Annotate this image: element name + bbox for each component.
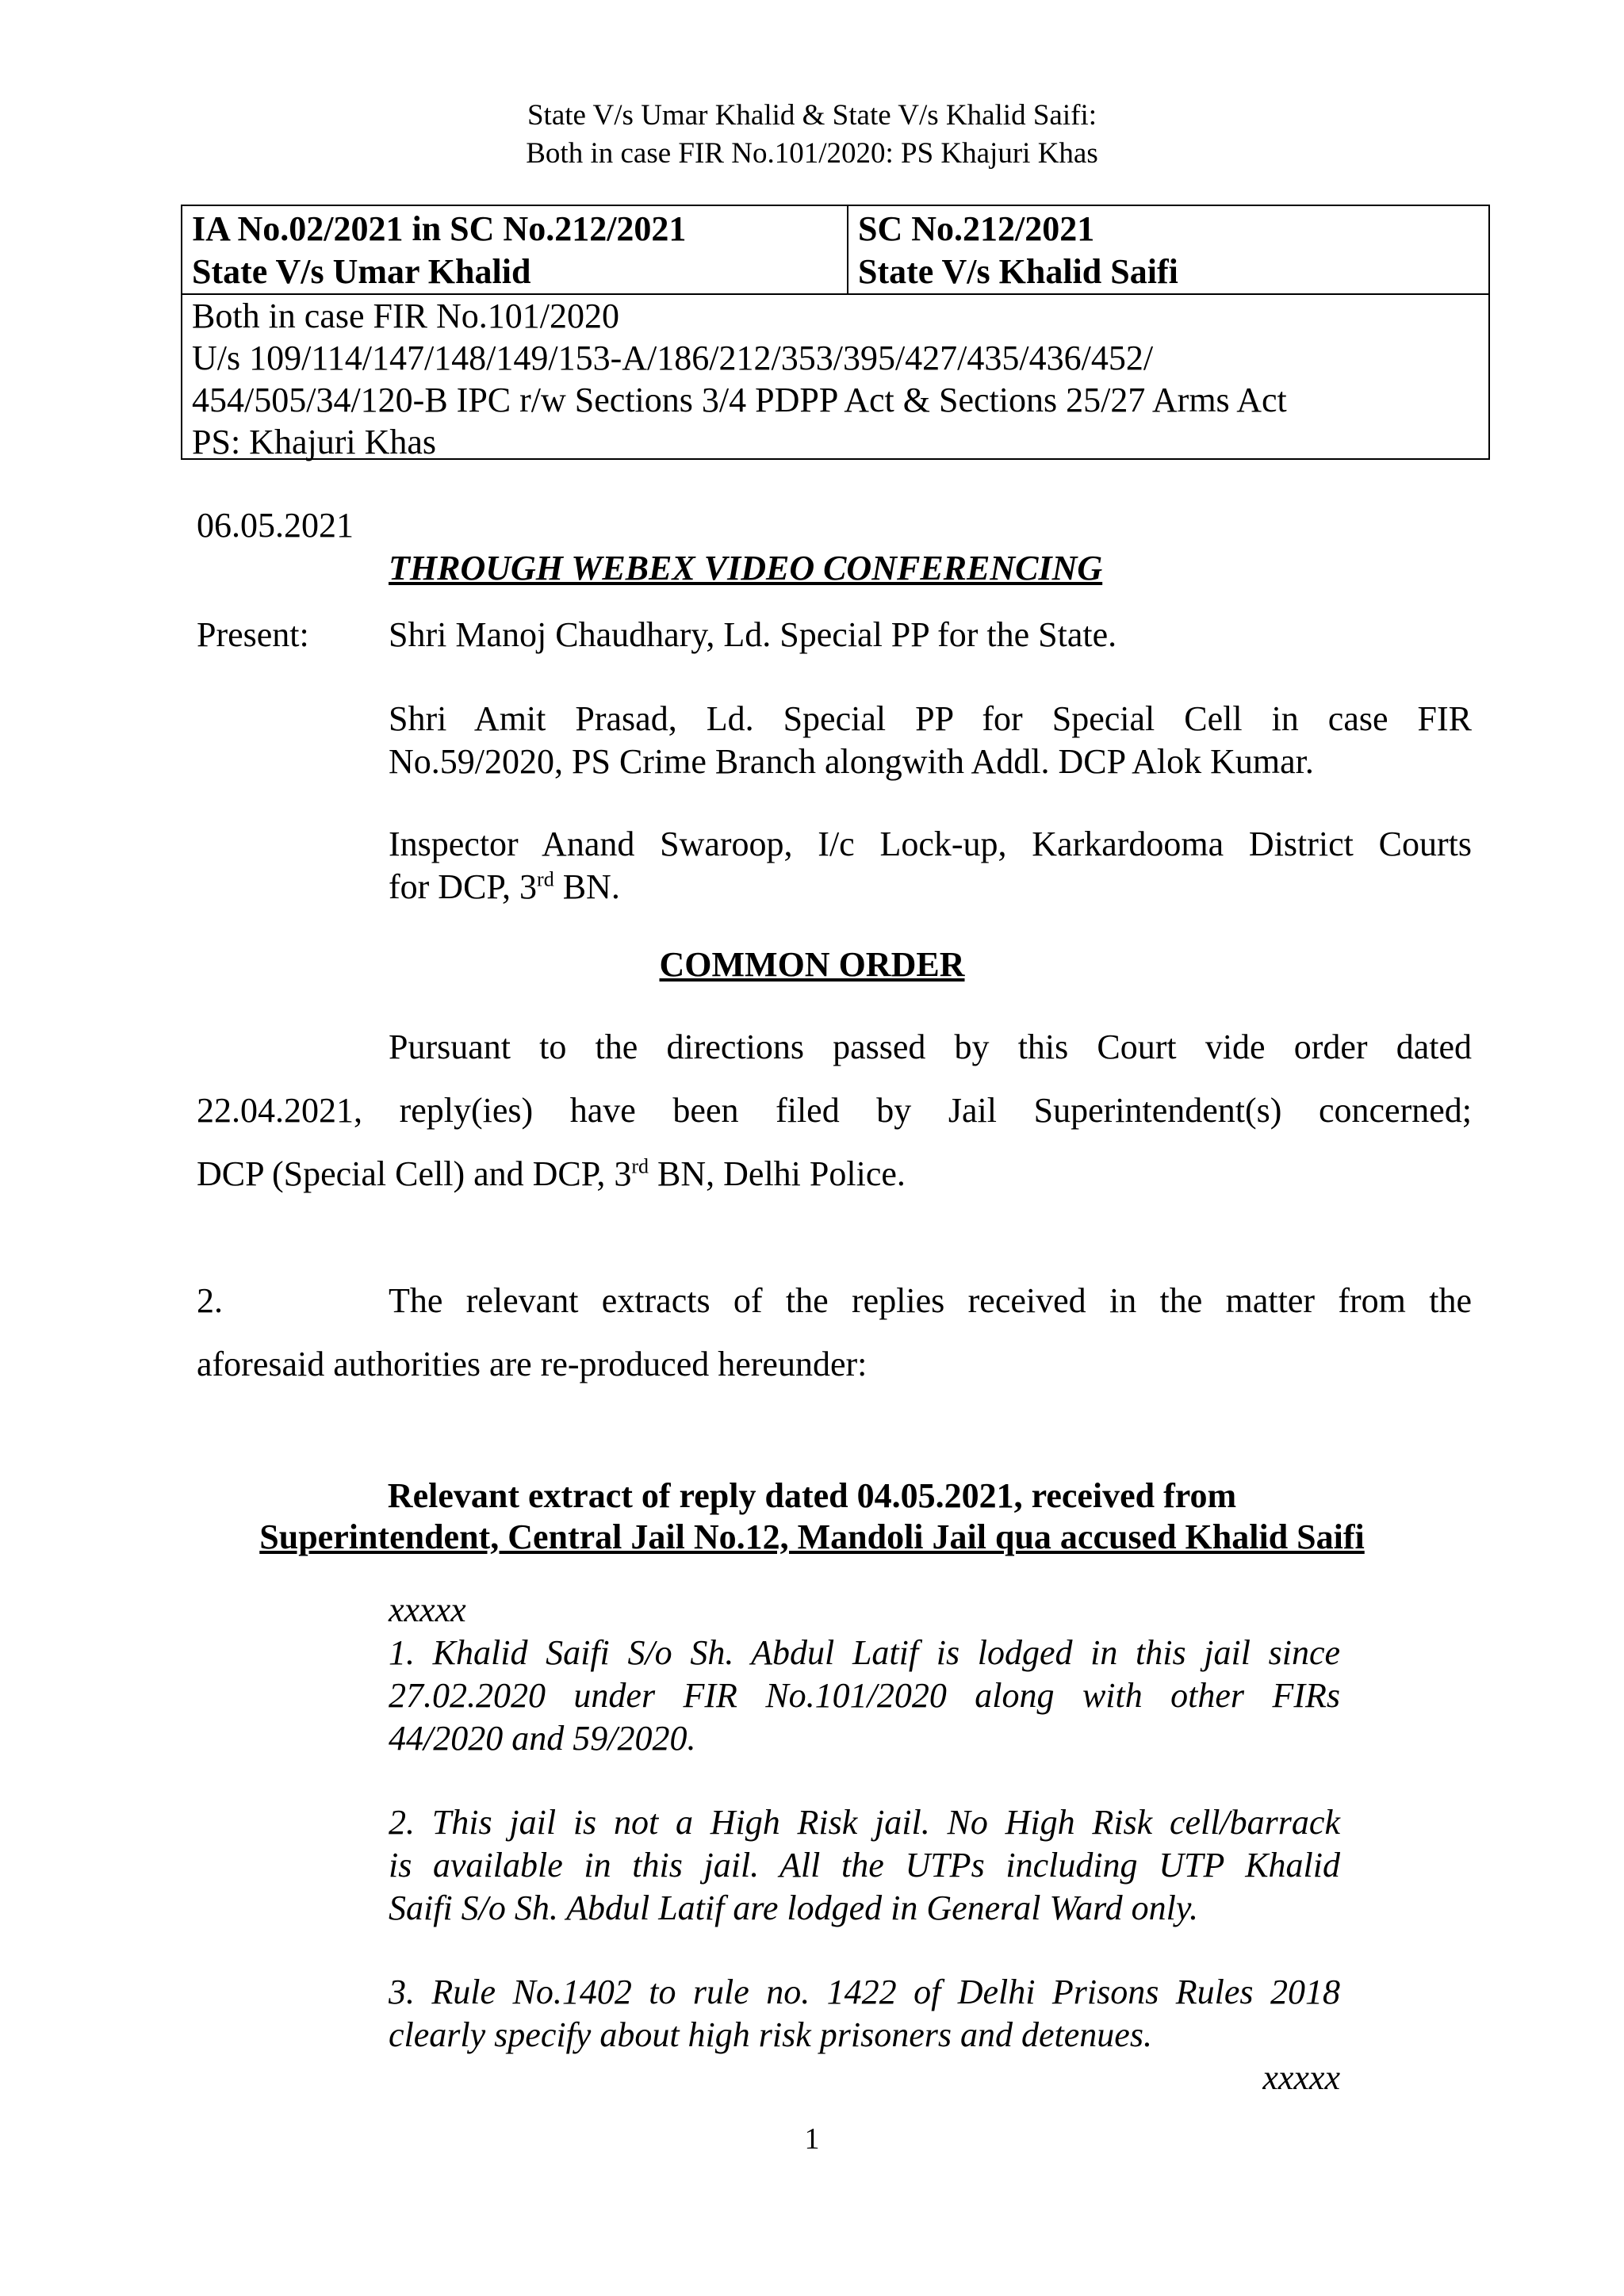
superscript: rd — [537, 867, 554, 891]
case-cell-right — [858, 208, 1178, 293]
extract-close-mark: xxxxx — [1262, 2058, 1340, 2097]
extract-item-2-line-3: Saifi S/o Sh. Abdul Latif are lodged in General Ward only. — [389, 1888, 1198, 1927]
case-bottom-line-4: PS: Khajuri Khas — [192, 423, 436, 461]
present-entry-3-text-end: BN. — [553, 867, 620, 906]
present-entry-3-line-1: Inspector Anand Swaroop, I/c Lock-up, Karkardooma District Courts — [389, 825, 1472, 863]
present-entry-2-line-1: Shri Amit Prasad, Ld. Special PP for Special Cell in case FIR — [389, 699, 1472, 738]
present-entry-2-line-2: No.59/2020, PS Crime Branch alongwith Addl. DCP Alok Kumar. — [389, 742, 1314, 781]
extract-open-mark: xxxxx — [389, 1590, 466, 1629]
table-divider-vertical — [847, 206, 848, 293]
case-bottom-line-2: U/s 109/114/147/148/149/153-A/186/212/353/395/427/435/436/452/ — [192, 339, 1154, 377]
extract-item-1-line-1: 1. Khalid Saifi S/o Sh. Abdul Latif is lodged in this jail since — [389, 1633, 1340, 1672]
para1-line-2: 22.04.2021, reply(ies) have been filed by Jail Superintendent(s) concerned; — [197, 1091, 1472, 1130]
mode-heading: THROUGH WEBEX VIDEO CONFERENCING — [389, 549, 1103, 587]
para2-line-1: The relevant extracts of the replies received in the matter from the — [389, 1281, 1472, 1320]
case-left-line-1: IA No.02/2021 in SC No.212/2021 — [192, 209, 687, 248]
present-label: Present: — [197, 615, 309, 654]
case-bottom-line-3: 454/505/34/120-B IPC r/w Sections 3/4 PDPP Act & Sections 25/27 Arms Act — [192, 381, 1287, 419]
order-date: 06.05.2021 — [197, 506, 354, 545]
case-cell-bottom — [192, 295, 1287, 463]
extract-item-3-line-1: 3. Rule No.1402 to rule no. 1422 of Delhi Prisons Rules 2018 — [389, 1973, 1340, 2011]
para1-line-3-text: DCP (Special Cell) and DCP, 3 — [197, 1154, 632, 1193]
running-header-line-1: State V/s Umar Khalid & State V/s Khalid Saifi: — [527, 99, 1097, 132]
para2-line-2: aforesaid authorities are re-produced hereunder: — [197, 1345, 868, 1383]
running-header-line-2: Both in case FIR No.101/2020: PS Khajuri Khas — [526, 137, 1098, 170]
order-title: COMMON ORDER — [659, 945, 965, 984]
para1-line-1: Pursuant to the directions passed by this Court vide order dated — [389, 1027, 1472, 1066]
present-entry-1: Shri Manoj Chaudhary, Ld. Special PP for the State. — [389, 615, 1117, 654]
present-entry-3-line-2 — [389, 866, 620, 909]
page-number: 1 — [804, 2122, 820, 2156]
extract-item-2-line-2: is available in this jail. All the UTPs including UTP Khalid — [389, 1846, 1340, 1885]
case-right-line-1: SC No.212/2021 — [858, 209, 1095, 248]
present-entry-3-text: for DCP, 3 — [389, 867, 538, 906]
case-left-line-2: State V/s Umar Khalid — [192, 252, 531, 291]
extract-item-1-line-2: 27.02.2020 under FIR No.101/2020 along with other FIRs — [389, 1676, 1340, 1715]
para1-line-3 — [197, 1153, 906, 1196]
extract-heading-line-1: Relevant extract of reply dated 04.05.2021, received from — [387, 1476, 1237, 1515]
case-right-line-2: State V/s Khalid Saifi — [858, 252, 1178, 291]
case-bottom-line-1: Both in case FIR No.101/2020 — [192, 297, 619, 335]
case-cell-left — [192, 208, 686, 293]
extract-item-1-line-3: 44/2020 and 59/2020. — [389, 1719, 696, 1758]
para2-number: 2. — [197, 1281, 223, 1320]
para1-line-3-text-end: BN, Delhi Police. — [649, 1154, 906, 1193]
superscript: rd — [631, 1154, 649, 1178]
extract-item-2-line-1: 2. This jail is not a High Risk jail. No High Risk cell/barrack — [389, 1803, 1340, 1842]
extract-item-3-line-2: clearly specify about high risk prisoners and detenues. — [389, 2015, 1152, 2054]
extract-heading-line-2: Superintendent, Central Jail No.12, Mandoli Jail qua accused Khalid Saifi — [259, 1517, 1365, 1556]
case-table — [181, 205, 1490, 460]
